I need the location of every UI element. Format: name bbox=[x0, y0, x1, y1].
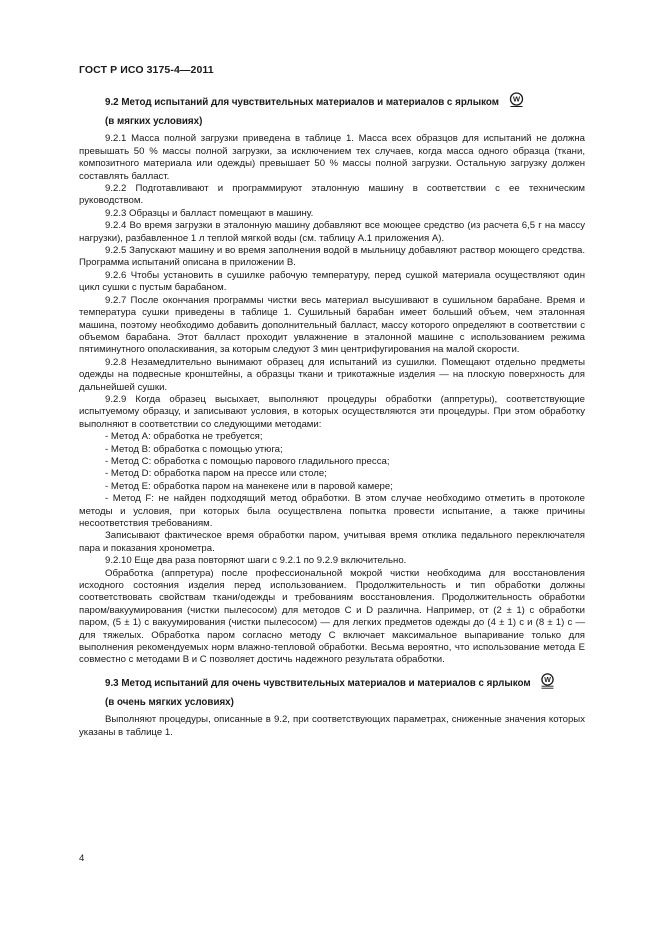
paragraph-9-2-8: 9.2.8 Незамедлительно вынимают образец для испытаний из сушилки. Помещают отдельно предметы одежды на подвесные кронштейны, а образцы ткани и трикотажные изделия — на плоскую поверхность для дальнейшей сушки. bbox=[79, 356, 585, 393]
paragraph-9-2-4: 9.2.4 Во время загрузки в эталонную машину добавляют все моющее средство (из расчета 6,5 г на массу нагрузки), разбавленное 1 л теплой мягкой воды (см. таблицу А.1 приложения А). bbox=[79, 220, 585, 244]
list-item: - Метод С: обработка с помощью парового гладильного пресса; bbox=[105, 455, 390, 467]
list-item: - Метод Е: обработка паром на манекене или в паровой камере; bbox=[105, 480, 393, 492]
section-subtitle: (в очень мягких условиях) bbox=[105, 696, 234, 708]
list-item: - Метод F: не найден подходящий метод обработки. В этом случае необходимо отметить в протоколе методы и условия, при которых была осуществлена попытка провести испытание, а также причины несоответствия требованиям. bbox=[79, 493, 585, 529]
icon-letter: W bbox=[544, 676, 552, 684]
paragraph-9-2-10: 9.2.10 Еще два раза повторяют шаги с 9.2.1 по 9.2.9 включительно. bbox=[105, 555, 407, 567]
icon-letter: W bbox=[512, 94, 520, 104]
paragraph-9-2-6: 9.2.6 Чтобы установить в сушилке рабочую температуру, перед сушкой материала осуществляют один цикл сушки с пустым барабаном. bbox=[79, 269, 585, 294]
paragraph-9-2-1: 9.2.1 Масса полной загрузки приведена в таблице 1. Масса всех образцов для испытаний не должна превышать 50 % массы полной загрузки, за исключением тех случаев, когда масса одного образца (ткани, композитного материала или одежды) превышает 50 % массы полной загрузки. Остальную загрузку должен составлять балласт. bbox=[79, 133, 585, 182]
section-9-3-title bbox=[79, 675, 585, 709]
paragraph-9-2-5: 9.2.5 Запускают машину и во время заполнения водой в мыльницу добавляют раствор моющего средства. Программа испытаний описана в приложении В. bbox=[79, 245, 585, 269]
document-header: ГОСТ Р ИСО 3175-4—2011 bbox=[79, 64, 214, 76]
section-9-2-title bbox=[79, 94, 585, 128]
wet-cleaning-very-gentle-icon bbox=[539, 672, 556, 689]
paragraph-9-2-2: 9.2.2 Подготавливают и программируют эталонную машину в соответствии с ее техническим руководством. bbox=[79, 183, 585, 207]
paragraph-finishing: Обработка (аппретура) после профессиональной мокрой чистки необходима для восстановления исходного состояния изделия перед использованием. Продолжительность и тип обработки должны соответствовать свойствам ткани/одежды и требованиям восстановления. Продолжительность обработки паром/вакуумирования (чистки пылесосом) для методов С и D различна. Например, от (2 ± 1) с обработки паром, (5 ± 1) с вакуумирования (чистки пылесосом) — для легких предметов одежды до (4 ± 1) с и (8 ± 1) с — для тяжелых. Обработка паром согласно методу С включает максимальное выпаривание только для выполнения рекомендуемых норм влажно-тепловой обработки. Весьма вероятно, что использование метода Е совместно с методами В и С позволяет достичь надежного результата обработки. bbox=[79, 567, 585, 666]
paragraph-9-2-7: 9.2.7 После окончания программы чистки весь материал высушивают в сушильном барабане. Время и температура сушки приведены в таблице 1. Сушильный барабан имеет больший объем, чем эталонная машина, поэтому необходимо добавить дополнительный балласт, массу которого определяют в соответствии с объемом барабана. Этот балласт проходит увлажнение в эталонной машине с использованием режима пятиминутного ополаскивания, за которым следуют 3 мин центрифугирования на малой скорости. bbox=[79, 294, 585, 356]
paragraph-9-2-3: 9.2.3 Образцы и балласт помещают в машину. bbox=[105, 207, 314, 219]
list-item: - Метод D: обработка паром на прессе или столе; bbox=[105, 468, 327, 480]
list-item: - Метод А: обработка не требуется; bbox=[105, 431, 263, 443]
section-subtitle: (в мягких условиях) bbox=[105, 116, 203, 127]
paragraph-steam-time: Записывают фактическое время обработки паром, учитывая время отклика педального переключателя пара и показания хронометра. bbox=[79, 530, 585, 554]
section-title-text: 9.2 Метод испытаний для чувствительных материалов и материалов с ярлыком bbox=[105, 97, 500, 109]
section-title-text: 9.3 Метод испытаний для очень чувствительных материалов и материалов с ярлыком bbox=[105, 677, 531, 689]
page-number: 4 bbox=[79, 853, 85, 864]
document-body bbox=[79, 94, 585, 739]
wet-cleaning-gentle-icon bbox=[508, 91, 525, 108]
paragraph-9-3: Выполняют процедуры, описанные в 9.2, при соответствующих параметрах, сниженные значения которых указаны в таблице 1. bbox=[79, 714, 585, 738]
paragraph-9-2-9: 9.2.9 Когда образец высыхает, выполняют процедуры обработки (аппретуры), соответствующие испытуемому образцу, и записывают условия, в которых осуществляются эти процедуры. При этом обработку выполняют в соответствии со следующими методами: bbox=[79, 393, 585, 430]
list-item: - Метод В: обработка с помощью утюга; bbox=[105, 443, 283, 455]
